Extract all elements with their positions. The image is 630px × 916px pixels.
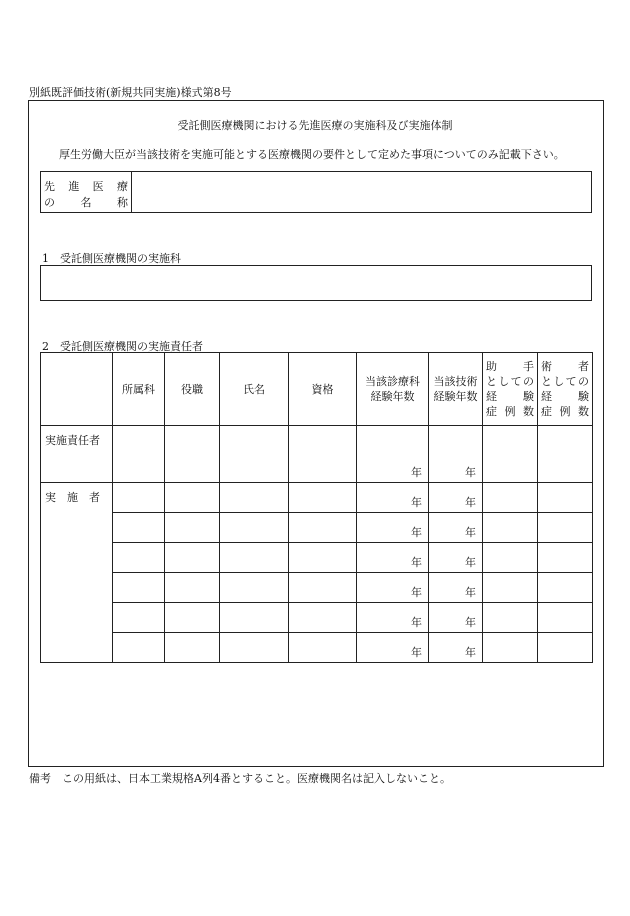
form-code: 別紙既評価技術(新規共同実施)様式第8号 — [29, 86, 232, 99]
performer-label: 実 施 者 — [41, 483, 113, 663]
responsible-label: 実施責任者 — [41, 426, 113, 483]
col-position: 役職 — [165, 353, 220, 426]
col-operator-cases: 術 者 と し て の 経 験 症 例 数 — [538, 353, 593, 426]
col-assistant-cases: 助 手 と し て の 経 験 症 例 数 — [483, 353, 538, 426]
table-row: 年 年 — [41, 573, 593, 603]
table-row: 年 年 — [41, 513, 593, 543]
col-qualification: 資格 — [289, 353, 357, 426]
section1-heading: 1 受託側医療機関の実施科 — [42, 252, 181, 265]
header-row — [41, 353, 593, 426]
col-years-specialty: 当該診療科 経験年数 — [357, 353, 429, 426]
tech-name-box — [40, 171, 592, 213]
section2-heading: 2 受託側医療機関の実施責任者 — [42, 340, 203, 353]
instruction-text: 厚生労働大臣が当該技術を実施可能とする医療機関の要件として定めた事項についてのみ記載下さい。 — [59, 148, 565, 161]
tech-name-label: 先 進 医 療 の 名 称 — [41, 172, 132, 212]
col-dept: 所属科 — [113, 353, 165, 426]
table-row: 年 年 — [41, 603, 593, 633]
footer-note: 備考 この用紙は、日本工業規格A列4番とすること。医療機関名は記入しないこと。 — [29, 772, 451, 785]
section1-field[interactable] — [40, 265, 592, 301]
table-row: 実 施 者 年 年 — [41, 483, 593, 513]
table-row: 年 年 — [41, 633, 593, 663]
col-years-technique: 当該技術 経験年数 — [429, 353, 483, 426]
form-title: 受託側医療機関における先進医療の実施科及び実施体制 — [177, 119, 453, 132]
table-row: 年 年 — [41, 543, 593, 573]
staff-table — [40, 352, 593, 663]
col-name: 氏名 — [220, 353, 289, 426]
table-row: 実施責任者 年 年 — [41, 426, 593, 483]
